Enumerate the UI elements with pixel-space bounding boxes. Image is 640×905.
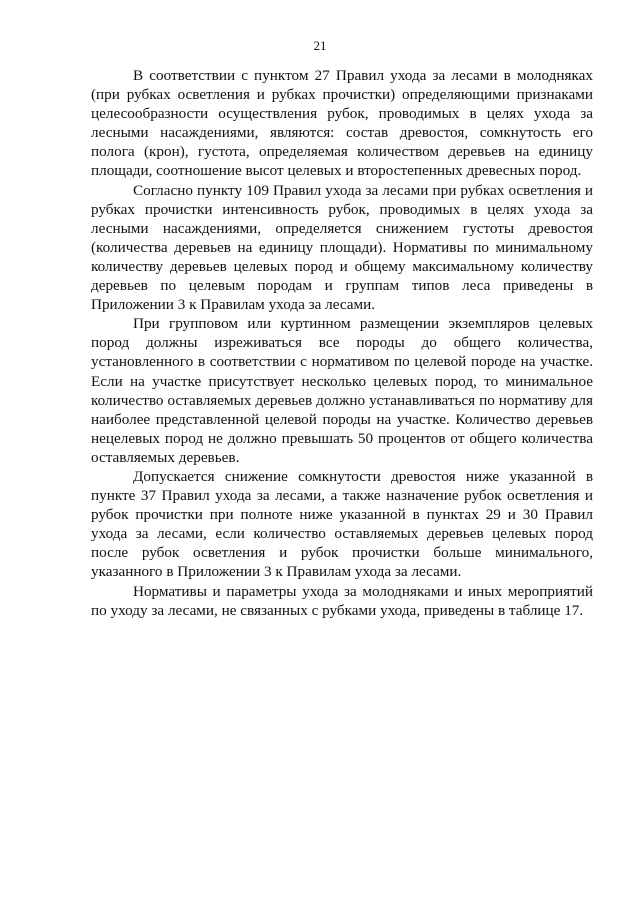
- paragraph-1: В соответствии с пунктом 27 Правил ухода за лесами в молодняках (при рубках осветления и рубках прочистки) определяющими признаками целесообразности осуществления рубок, проводимых в целях ухода за лесными насаждениями, являются: состав древостоя, сомкнутость его полога (крон), густота, определяемая количеством деревьев на единицу площади, соотношение высот целевых и второстепенных древесных пород.: [91, 67, 593, 180]
- document-body: [91, 66, 593, 620]
- paragraph-3: При групповом или куртинном размещении экземпляров целевых пород должны изреживаться все породы до общего количества, установленного в соответствии с нормативом по целевой породе на участке. Если на участке присутствует несколько целевых пород, то минимальное количество оставляемых деревьев должно устанавливаться по нормативу для наиболее представленной целевой породы на участке. Количество деревьев нецелевых пород не должно превышать 50 процентов от общего количества оставляемых деревьев.: [91, 315, 593, 466]
- paragraph-5: Нормативы и параметры ухода за молодняками и иных мероприятий по уходу за лесами, не связанных с рубками ухода, приведены в таблице 17.: [91, 582, 593, 619]
- page-number: 21: [313, 38, 327, 53]
- paragraph-2: Согласно пункту 109 Правил ухода за лесами при рубках осветления и рубках прочистки интенсивность рубок, проводимых в целях ухода за лесными насаждениями, определяется снижением густоты древостоя (количества деревьев на единицу площади). Нормативы по минимальному количеству деревьев целевых пород и общему максимальному количеству деревьев по целевым породам и группам типов леса приведены в Приложении 3 к Правилам ухода за лесами.: [91, 181, 593, 314]
- paragraph-4: Допускается снижение сомкнутости древостоя ниже указанной в пункте 37 Правил ухода за лесами, а также назначение рубок осветления и рубок прочистки при полноте ниже указанной в пунктах 29 и 30 Правил ухода за лесами, если количество оставляемых деревьев целевых пород после рубок осветления и рубок прочистки больше минимального, указанного в Приложении 3 к Правилам ухода за лесами.: [91, 467, 593, 581]
